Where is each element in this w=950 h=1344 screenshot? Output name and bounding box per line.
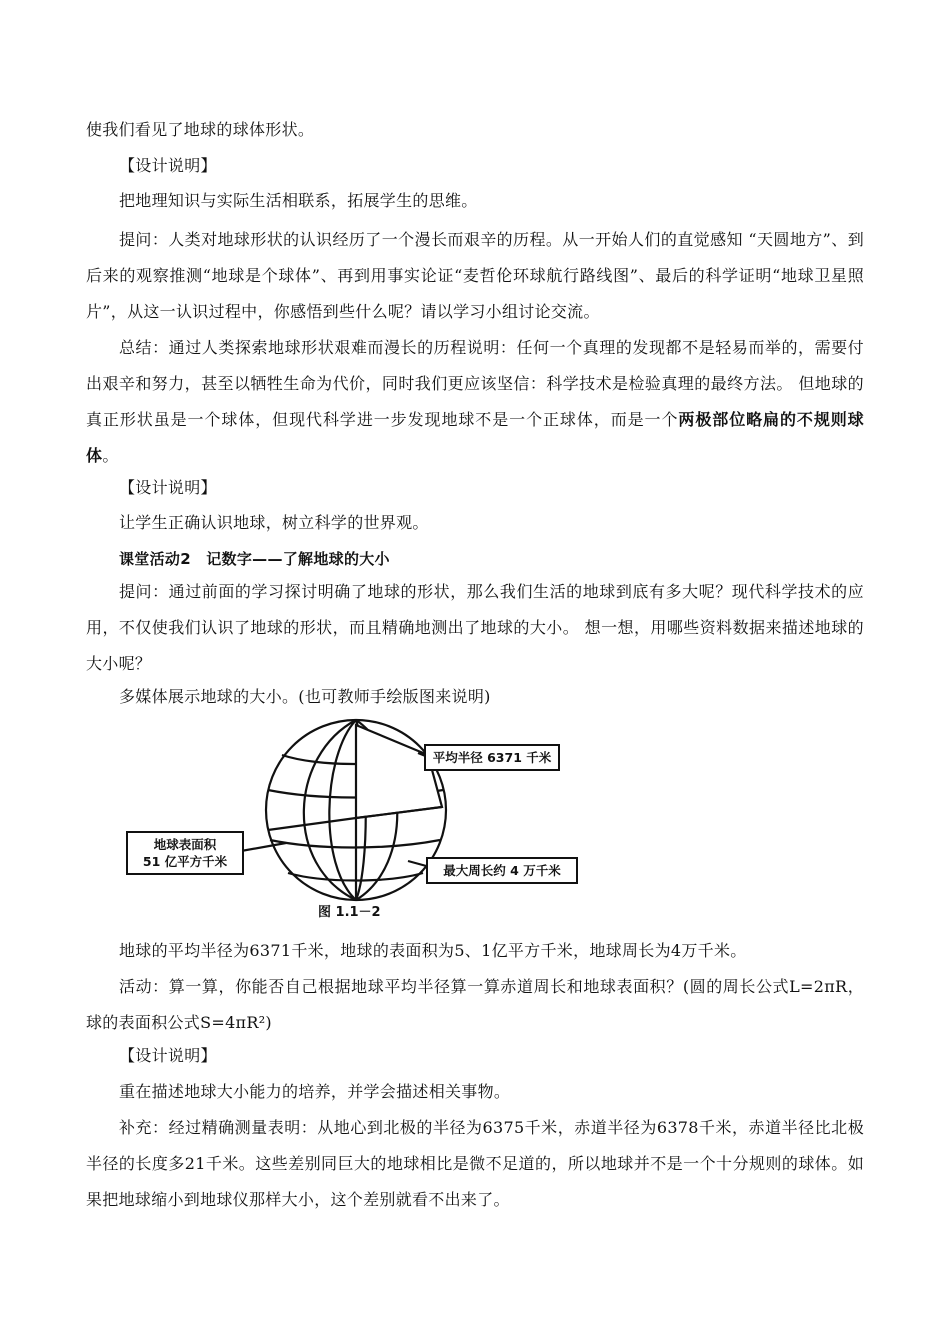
earth-size-figure [118, 715, 578, 925]
paragraph: 把地理知识与实际生活相联系，拓展学生的思维。 [119, 191, 478, 210]
paragraph: 地球的平均半径为6371千米，地球的表面积为5、1亿平方千米，地球周长为4万千米。 [119, 941, 747, 960]
activity-heading: 课堂活动2 记数字——了解地球的大小 [119, 550, 390, 568]
surface-area-label-line2: 51 亿平方千米 [142, 854, 228, 869]
cutaway-wedge [356, 725, 442, 818]
circumference-label: 最大周长约 4 万千米 [443, 863, 561, 878]
figure-caption: 图 1.1－2 [318, 905, 381, 920]
circumference-callout [426, 857, 578, 884]
surface-area-label-line1: 地球表面积 [153, 837, 217, 852]
paragraph: 使我们看见了地球的球体形状。 [86, 120, 315, 139]
radius-callout [424, 744, 560, 771]
paragraph: 补充：经过精确测量表明：从地心到北极的半径为6375千米，赤道半径为6378千米，赤道半径比北极半径的长度多21千米。这些差别同巨大的地球相比是微不足道的，所以地球并不是一个十分规则的球体。如果把地球缩小到地球仪那样大小，这个差别就看不出来了。 [86, 1118, 864, 1209]
equator-radius-line [268, 818, 356, 830]
design-note-label: 【设计说明】 [119, 156, 217, 175]
paragraph [86, 330, 864, 474]
paragraph-text: 总结：通过人类探索地球形状艰难而漫长的历程说明：任何一个真理的发现都不是轻易而举的，需要付出艰辛和努力，甚至以牺牲生命为代价，同时我们更应该坚信：科学技术是检验真理的最终方法。 但地球的真正形状虽是一个球体，但现代科学进一步发现地球不是一个正球体，而是一个 [86, 338, 864, 429]
radius-label: 平均半径 6371 千米 [432, 750, 552, 765]
paragraph-text: 。 [102, 446, 119, 465]
paragraph: 让学生正确认识地球，树立科学的世界观。 [119, 513, 429, 532]
paragraph: 活动：算一算，你能否自己根据地球平均半径算一算赤道周长和地球表面积？(圆的周长公式L=2πR，球的表面积公式S=4πR²) [86, 977, 864, 1032]
design-note-label: 【设计说明】 [119, 478, 217, 497]
paragraph: 提问：通过前面的学习探讨明确了地球的形状，那么我们生活的地球到底有多大呢？现代科学技术的应用，不仅使我们认识了地球的形状，而且精确地测出了地球的大小。 想一想，用哪些资料数据来描述地球的大小呢？ [86, 582, 864, 673]
design-note-label: 【设计说明】 [119, 1046, 217, 1065]
paragraph: 提问：人类对地球形状的认识经历了一个漫长而艰辛的历程。从一开始人们的直觉感知 “天圆地方”、到后来的观察推测“地球是个球体”、再到用事实论证“麦哲伦环球航行路线图”、最后的科学证明“地球卫星照片”，从这一认识过程中，你感悟到些什么呢？请以学习小组讨论交流。 [86, 230, 864, 321]
emphasis-text: 两极部位略扁的不规则球体 [86, 410, 864, 465]
paragraph: 重在描述地球大小能力的培养，并学会描述相关事物。 [119, 1082, 511, 1101]
paragraph: 多媒体展示地球的大小。(也可教师手绘版图来说明) [119, 687, 491, 706]
surface-area-callout [126, 831, 244, 875]
meridian-line [329, 720, 356, 900]
